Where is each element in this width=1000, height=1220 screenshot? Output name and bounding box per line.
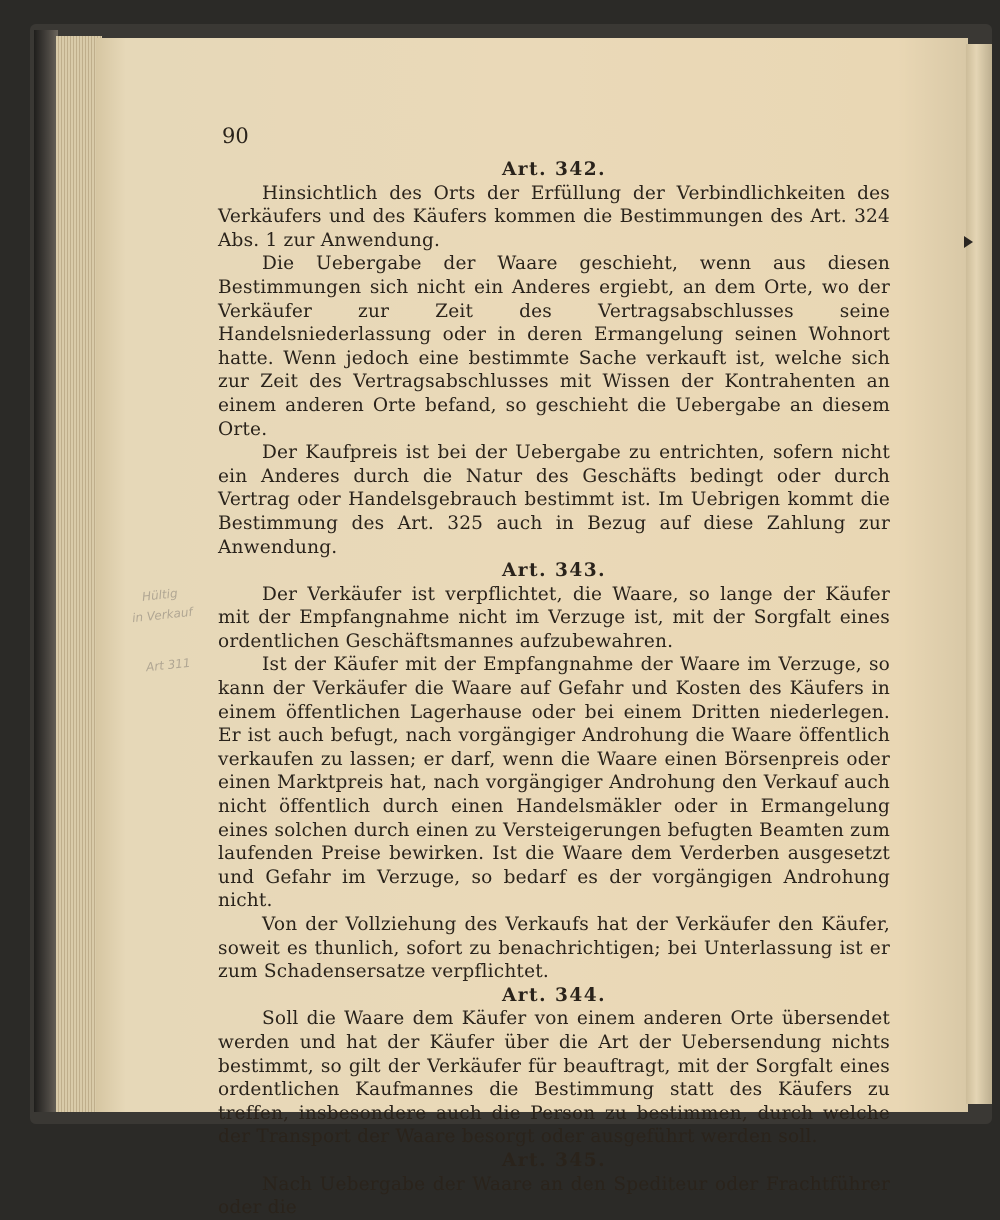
paragraph: Der Kaufpreis ist bei der Uebergabe zu entrichten, sofern nicht ein Anderes durch die Natur des Geschäfts bedingt oder durch Vertrag oder Handelsgebrauch bestimmt ist. Im Uebrigen kommt die Bestimmung des Art. 325 auch in Bezug auf diese Zahlung zur Anwendung. — [218, 442, 890, 558]
article-heading: Art. 343. — [501, 560, 607, 582]
paragraph: Ist der Käufer mit der Empfangnahme der Waare im Verzuge, so kann der Verkäufer die Waare auf Gefahr und Kosten des Käufers in einem öffentlichen Lagerhause oder bei einem Dritten niederlegen. Er ist auch befugt, nach vorgängiger Androhung die Waare öffentlich verkaufen zu lassen; er darf, wenn die Waare einen Börsenpreis oder einen Marktpreis hat, nach vorgängiger Androhung den Verkauf auch nicht öffentlich durch einen Handelsmäkler oder in Ermangelung eines solchen durch einen zu Versteigerungen befugten Beamten zum laufenden Preise bewirken. Ist die Waare dem Verderben ausgesetzt und Gefahr im Verzuge, so bedarf es der vorgängigen Androhung nicht. — [218, 654, 890, 912]
margin-note: Art 311 — [145, 655, 192, 675]
margin-note: in Verkauf — [131, 604, 194, 626]
paragraph: Die Uebergabe der Waare geschieht, wenn aus diesen Bestimmungen sich nicht ein Anderes ergiebt, an dem Orte, wo der Verkäufer zur Zeit des Vertragsabschlusses seine Handelsniederlassung oder in deren Ermangelung seinen Wohnort hatte. Wenn jedoch eine bestimmte Sache verkauft ist, welche sich zur Zeit des Vertragsabschlusses mit Wissen der Kontrahenten an einem anderen Orte befand, so geschieht die Uebergabe an diesem Orte. — [218, 253, 890, 440]
page-number: 90 — [222, 124, 249, 148]
page-text — [218, 158, 890, 1220]
page-marker-arrow-icon — [964, 236, 973, 248]
paragraph: Nach Uebergabe der Waare an den Spediteur oder Frachtführer oder die — [218, 1173, 890, 1219]
paragraph: Soll die Waare dem Käufer von einem anderen Orte übersendet werden und hat der Käufer über die Art der Uebersendung nichts bestimmt, so gilt der Verkäufer für beauftragt, mit der Sorgfalt eines ordentlichen Kaufmannes die Bestimmung statt des Käufers zu treffen, insbesondere auch die Person zu bestimmen, durch welche der Transport der Waare besorgt oder ausgeführt werden soll. — [218, 1008, 890, 1148]
paragraph: Hinsichtlich des Orts der Erfüllung der Verbindlichkeiten des Verkäufers und des Käufers kommen die Bestimmungen des Art. 324 Abs. 1 zur Anwendung. — [218, 182, 890, 251]
margin-note: Hültig — [141, 586, 179, 604]
paragraph: Von der Vollziehung des Verkaufs hat der Verkäufer den Käufer, soweit es thunlich, sofort zu benachrichtigen; bei Unterlassung ist er zum Schadensersatze verpflichtet. — [218, 914, 890, 983]
paragraph: Der Verkäufer ist verpflichtet, die Waare, so lange der Käufer mit der Empfangnahme nicht im Verzuge ist, mit der Sorgfalt eines ordentlichen Geschäftsmannes aufzubewahren. — [218, 583, 890, 652]
article-heading: Art. 342. — [501, 159, 607, 180]
facing-page-edge — [966, 44, 992, 1104]
article-heading: Art. 344. — [501, 984, 607, 1006]
book-spine-edge — [34, 30, 58, 1112]
article-heading: Art. 345. — [501, 1149, 607, 1171]
